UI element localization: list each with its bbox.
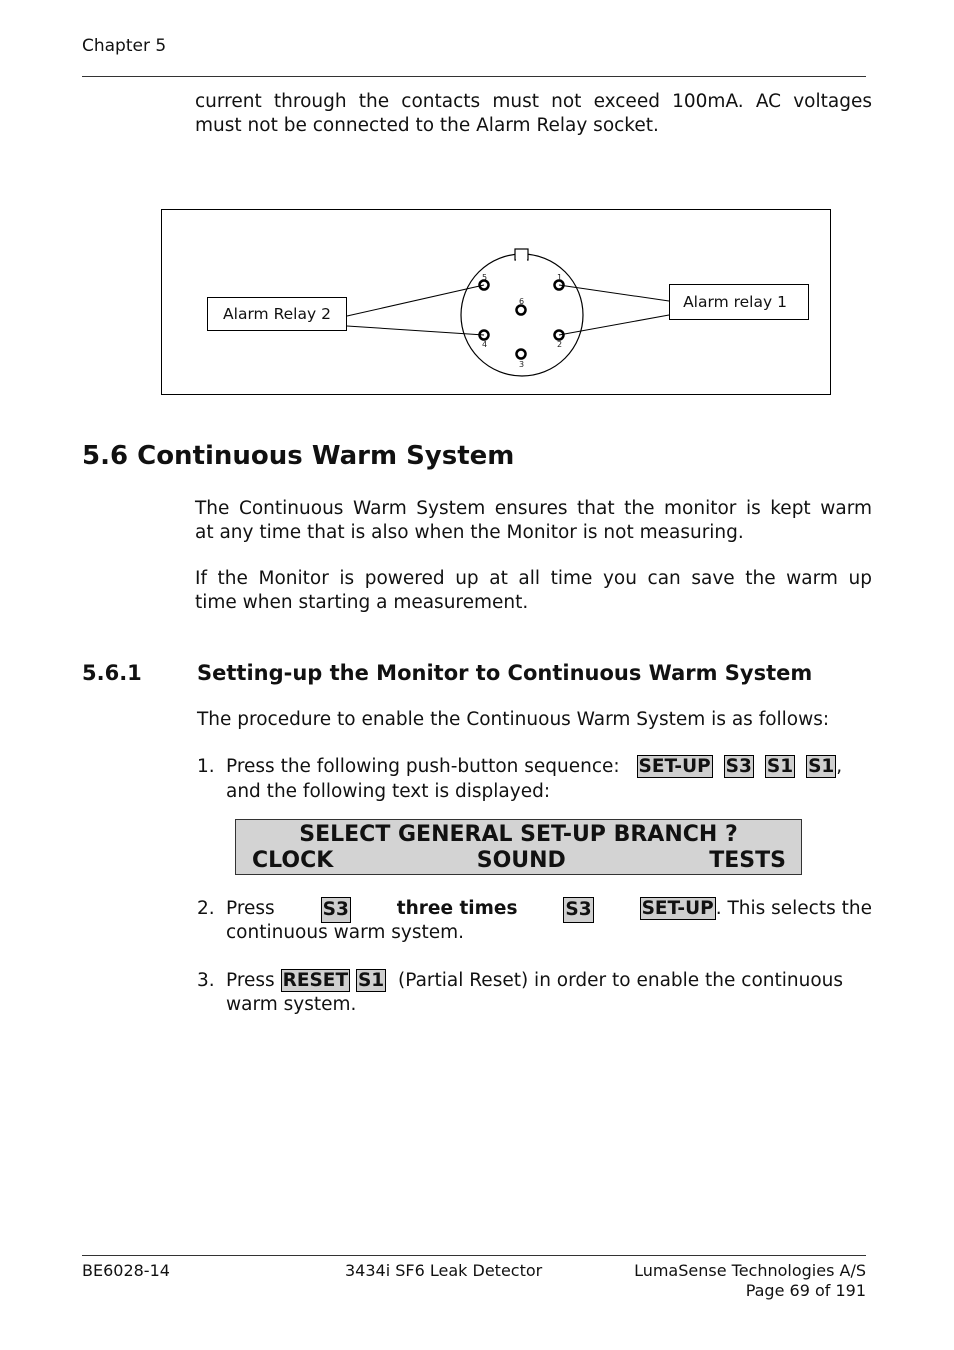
header-rule [82, 76, 866, 77]
step-1-number: 1. [197, 756, 215, 777]
lcd-display [235, 819, 802, 875]
pin-label-5: 5 [482, 273, 488, 282]
section-para2-line1: If the Monitor is powered up at all time you can save the warm up [195, 568, 872, 589]
step-3-press: Press [226, 970, 275, 991]
footer-product: 3434i SF6 Leak Detector [345, 1261, 543, 1280]
section-para2-line2: time when starting a measurement. [195, 592, 529, 613]
s1-key: S1 [357, 970, 385, 991]
alarm-relay-2-label: Alarm Relay 2 [223, 305, 331, 323]
step-3-tail: (Partial Reset) in order to enable the continuous [398, 970, 844, 991]
display-option-clock: CLOCK [252, 848, 334, 873]
section-title: 5.6 Continuous Warm System [82, 441, 515, 471]
step-3-number: 3. [197, 970, 215, 991]
step-2-line-2: continuous warm system. [226, 922, 465, 943]
subsection-title: Setting-up the Monitor to Continuous Warm System [197, 661, 813, 685]
pin-label-6: 6 [519, 297, 525, 306]
step-2-tail: . This selects the [715, 898, 872, 919]
step-2-press: Press [226, 898, 275, 919]
subsection-heading [82, 661, 812, 685]
connector-key-mask [516, 255, 527, 261]
step-2-number: 2. [197, 898, 215, 919]
subsection-intro: The procedure to enable the Continuous Warm System is as follows: [197, 709, 830, 730]
subsection-number: 5.6.1 [82, 661, 142, 685]
s1-key: S1 [766, 756, 794, 777]
s1-key-second: S1 [808, 756, 835, 777]
setup-key: SET-UP [638, 756, 711, 777]
step-1-text: Press the following push-button sequence: [226, 756, 620, 777]
step-1-line-2: and the following text is displayed: [226, 781, 551, 802]
section-para1-line2: at any time that is also when the Monitor is not measuring. [195, 522, 744, 543]
display-option-tests: TESTS [709, 848, 786, 873]
step-1 [197, 755, 872, 779]
step-2-times: three times [396, 898, 518, 919]
pin-label-3: 3 [519, 360, 525, 369]
reset-key: RESET [282, 970, 349, 991]
step-3 [197, 969, 872, 993]
alarm-relay-diagram [161, 209, 831, 395]
step-1-comma: , [836, 756, 843, 777]
chapter-header: Chapter 5 [82, 36, 167, 56]
footer-doc-id: BE6028-14 [82, 1261, 170, 1280]
intro-line-1: current through the contacts must not exceed 100mA. AC voltages [195, 91, 872, 112]
intro-line-2: must not be connected to the Alarm Relay socket. [195, 115, 659, 136]
footer-rule [82, 1255, 866, 1256]
footer-company: LumaSense Technologies A/S [634, 1261, 866, 1280]
pin-6 [517, 306, 526, 315]
display-line-2 [252, 848, 786, 873]
step-2 [197, 897, 872, 923]
alarm-relay-1-label: Alarm relay 1 [683, 293, 787, 311]
section-para1-line1: The Continuous Warm System ensures that the monitor is kept warm [195, 498, 872, 519]
step-3-line-2: warm system. [226, 994, 357, 1015]
pin-label-2: 2 [557, 340, 563, 349]
display-option-sound: SOUND [476, 848, 566, 873]
setup-key: SET-UP [641, 898, 714, 919]
s3-key: S3 [321, 897, 351, 923]
display-line-1: SELECT GENERAL SET-UP BRANCH ? [299, 822, 738, 847]
s3-key: S3 [725, 756, 752, 777]
pin-label-4: 4 [482, 340, 488, 349]
pin-3 [517, 350, 526, 359]
pin-label-1: 1 [557, 273, 563, 282]
footer-page-number: Page 69 of 191 [745, 1281, 866, 1300]
s3-key-second: S3 [563, 897, 593, 923]
